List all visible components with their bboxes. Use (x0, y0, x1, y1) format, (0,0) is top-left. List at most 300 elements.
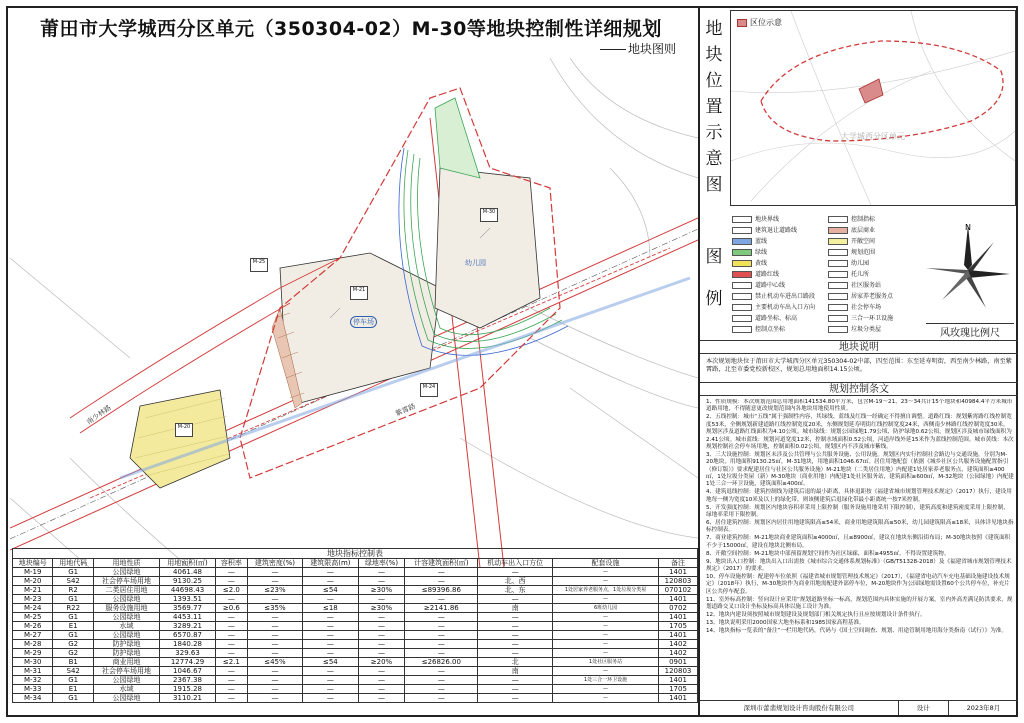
legend-item (828, 258, 920, 269)
table-cell: — (358, 568, 405, 577)
legend-item (732, 236, 824, 247)
legend-label: 控制指标 (851, 216, 876, 223)
table-cell: — (215, 694, 247, 703)
table-cell: ≥30% (358, 586, 405, 595)
table-cell: — (303, 694, 359, 703)
table-row (13, 613, 698, 622)
table-cell: — (405, 676, 478, 685)
table-cell: 防护绿地 (93, 640, 159, 649)
table-cell: 1处居家养老服务点，1处垃圾分类屋 (553, 586, 659, 595)
table-cell: 防护绿地 (93, 649, 159, 658)
legend-swatch (828, 216, 848, 223)
table-cell: B1 (53, 658, 93, 667)
legend-item (828, 269, 920, 280)
table-cell: — (553, 667, 659, 676)
location-map-svg (731, 11, 1015, 205)
table-cell: — (358, 577, 405, 586)
table-cell: 3289.21 (160, 622, 216, 631)
table-cell: — (215, 613, 247, 622)
table-cell: M-19 (13, 568, 53, 577)
table-cell: M-21 (13, 586, 53, 595)
table-cell: — (553, 694, 659, 703)
road-label-south: 紫霄路 (394, 402, 417, 418)
location-swatch (737, 19, 747, 27)
legend-label: 幼儿园 (851, 260, 870, 267)
table-cell: R22 (53, 604, 93, 613)
table-cell: 1401 (659, 613, 698, 622)
col-far: 容积率 (215, 559, 247, 568)
table-cell: — (303, 649, 359, 658)
title-block (700, 700, 1018, 715)
table-cell: 4453.11 (160, 613, 216, 622)
table-cell: — (247, 640, 302, 649)
col-remark: 备注 (659, 559, 698, 568)
legend-item (828, 291, 920, 302)
table-cell: — (553, 640, 659, 649)
legend-item (732, 247, 824, 258)
table-cell: — (358, 676, 405, 685)
table-cell: M-23 (13, 595, 53, 604)
legend-label: 开敞空间 (851, 238, 876, 245)
table-row (13, 694, 698, 703)
table-cell: — (405, 622, 478, 631)
footer-role: 设计 (899, 701, 949, 715)
table-cell: — (215, 667, 247, 676)
table-cell: G1 (53, 595, 93, 604)
legend-label: 居家养老服务点 (851, 293, 894, 300)
legend-label: 道路坐标、标高 (755, 315, 798, 322)
table-cell: — (553, 613, 659, 622)
legend-label: 规划范围 (851, 249, 876, 256)
table-cell: 1401 (659, 694, 698, 703)
legend-item (732, 313, 824, 324)
table-cell: 9130.25 (160, 577, 216, 586)
table-cell: — (478, 631, 553, 640)
table-row (13, 658, 698, 667)
table-cell: ≥20% (358, 658, 405, 667)
table-cell: 12774.29 (160, 658, 216, 667)
legend-swatch (828, 249, 848, 256)
indicator-table (12, 548, 698, 716)
table-cell: — (358, 640, 405, 649)
table-cell: ≤2.0 (215, 586, 247, 595)
table-cell: ≤23% (247, 586, 302, 595)
table-cell: — (358, 631, 405, 640)
table-cell: — (215, 676, 247, 685)
table-cell: G1 (53, 676, 93, 685)
table-cell: ≥2141.86 (405, 604, 478, 613)
legend-item (732, 302, 824, 313)
table-cell: 1705 (659, 622, 698, 631)
table-cell: ≥30% (358, 604, 405, 613)
table-cell: M-33 (13, 685, 53, 694)
table-cell: — (303, 640, 359, 649)
plot-tag-m21[interactable]: M-21 (350, 286, 368, 300)
table-cell: — (405, 577, 478, 586)
table-cell: 0702 (659, 604, 698, 613)
col-gfa: 计容建筑面积(㎡) (405, 559, 478, 568)
table-row (13, 631, 698, 640)
legend-swatch (828, 271, 848, 278)
table-cell: — (215, 595, 247, 604)
table-cell: — (247, 694, 302, 703)
table-cell: M-20 (13, 577, 53, 586)
table-cell: 1402 (659, 649, 698, 658)
legend-panel (732, 214, 918, 340)
table-cell: — (405, 667, 478, 676)
legend-swatch (828, 293, 848, 300)
table-cell: — (553, 577, 659, 586)
legend-label: 道路红线 (755, 271, 780, 278)
road-label-west: 南少林路 (85, 403, 113, 427)
table-cell: — (358, 694, 405, 703)
table-cell: M-34 (13, 694, 53, 703)
plot-tag-m20[interactable]: M-20 (175, 423, 193, 437)
table-cell: — (405, 649, 478, 658)
table-cell: 公园绿地 (93, 676, 159, 685)
table-row (13, 649, 698, 658)
table-cell: 1402 (659, 640, 698, 649)
table-cell: 北、西 (478, 577, 553, 586)
table-cell: 二类居住用地 (93, 586, 159, 595)
table-cell: ≤26826.00 (405, 658, 478, 667)
col-area: 用地面积(㎡) (160, 559, 216, 568)
table-cell: — (405, 595, 478, 604)
svg-text:N: N (965, 223, 971, 232)
table-cell: 3110.21 (160, 694, 216, 703)
legend-label: 三合一环卫设施 (851, 315, 894, 322)
table-row (13, 622, 698, 631)
table-cell: — (553, 622, 659, 631)
control-clause: 14、地块指标一览表的“备注”一栏用地代码，代码与《国土空间调查、规划、用途管制用地用海分类指南（试行）》为准。 (706, 627, 1007, 634)
table-cell: G2 (53, 649, 93, 658)
legend-label: 托儿所 (851, 271, 870, 278)
table-cell: — (247, 685, 302, 694)
col-land-code: 用地代码 (53, 559, 93, 568)
legend-item (732, 258, 824, 269)
table-cell: — (478, 640, 553, 649)
table-cell: R2 (53, 586, 93, 595)
table-cell: 6班幼儿园 (553, 604, 659, 613)
table-cell: S42 (53, 667, 93, 676)
legend-item (732, 214, 824, 225)
table-cell: 1840.28 (160, 640, 216, 649)
table-cell: G2 (53, 640, 93, 649)
table-cell: — (553, 568, 659, 577)
legend-item (828, 280, 920, 291)
legend-item (732, 324, 824, 335)
legend-swatch (732, 326, 752, 333)
legend-item (732, 280, 824, 291)
table-cell: — (478, 622, 553, 631)
table-cell: — (247, 667, 302, 676)
location-map[interactable] (730, 10, 1016, 206)
table-cell: — (553, 649, 659, 658)
table-cell: 社会停车场用地 (93, 667, 159, 676)
table-cell: 0901 (659, 658, 698, 667)
table-cell: 4061.48 (160, 568, 216, 577)
col-height: 建筑限高(m) (303, 559, 359, 568)
table-cell: — (247, 577, 302, 586)
table-cell: M-29 (13, 649, 53, 658)
table-cell: — (303, 676, 359, 685)
description-heading: 地块说明 (700, 340, 1018, 354)
plot-tag-m30[interactable]: M-30 (480, 208, 498, 222)
table-cell: 1705 (659, 685, 698, 694)
wind-rose-label: 风玫瑰比例尺 (926, 323, 1014, 339)
table-cell: S42 (53, 577, 93, 586)
table-cell: G1 (53, 613, 93, 622)
legend-item (828, 236, 920, 247)
table-cell: — (303, 577, 359, 586)
table-cell: 北、东 (478, 586, 553, 595)
legend-swatch (828, 238, 848, 245)
table-cell: — (405, 568, 478, 577)
table-cell: 1915.28 (160, 685, 216, 694)
town-label: 大学城西分区单元 (841, 132, 905, 141)
table-cell: — (553, 595, 659, 604)
legend-label: 社区服务站 (851, 282, 882, 289)
table-cell: 1处三合一环卫设施 (553, 676, 659, 685)
legend-swatch (732, 216, 752, 223)
control-clause: 4、建筑退线控制：建筑控制线为建筑后退的最小距离，具体退距按《福建省城市规划管理技术规定》（2017）执行，建设用地每一侧为宽度10米及以上的绿化带，则该侧建筑后退绿化带最小距离统一按7米控制。 (706, 489, 1012, 503)
table-cell: 南 (478, 604, 553, 613)
table-cell: G1 (53, 568, 93, 577)
legend-item (732, 225, 824, 236)
legend-swatch (732, 260, 752, 267)
legend-swatch (732, 271, 752, 278)
table-cell: — (215, 577, 247, 586)
table-cell: — (303, 631, 359, 640)
col-facilities: 配套设施 (553, 559, 659, 568)
table-row (13, 577, 698, 586)
legend-column-left (732, 214, 824, 335)
legend-column-right (828, 214, 920, 335)
table-row (13, 586, 698, 595)
col-land-use: 用地性质 (93, 559, 159, 568)
table-cell: M-24 (13, 604, 53, 613)
table-cell: ≤54 (303, 658, 359, 667)
table-cell: 1401 (659, 631, 698, 640)
legend-label: 绿线 (755, 249, 768, 256)
table-cell: — (358, 685, 405, 694)
table-cell: — (215, 622, 247, 631)
table-cell: — (303, 595, 359, 604)
legend-label: 蓝线 (755, 238, 768, 245)
table-cell: 社会停车场用地 (93, 577, 159, 586)
right-panel (698, 6, 1018, 717)
legend-swatch (732, 293, 752, 300)
plan-map[interactable] (10, 58, 698, 568)
table-cell: — (358, 613, 405, 622)
control-heading: 规划控制条文 (700, 382, 1018, 396)
table-cell: ≤18 (303, 604, 359, 613)
table-cell: 公园绿地 (93, 694, 159, 703)
legend-label: 主要机动车出入口方向 (755, 304, 816, 311)
kindergarten-tag: 幼儿园 (465, 259, 486, 267)
table-cell: 南 (478, 667, 553, 676)
legend-swatch (828, 326, 848, 333)
table-cell: — (358, 667, 405, 676)
table-cell: — (553, 631, 659, 640)
table-cell: 3569.77 (160, 604, 216, 613)
table-cell: — (358, 649, 405, 658)
table-cell: 1401 (659, 676, 698, 685)
table-cell: M-32 (13, 676, 53, 685)
table-cell: ≤54 (303, 586, 359, 595)
location-legend (737, 17, 782, 28)
legend-swatch (828, 304, 848, 311)
footer-date: 2023年8月 (966, 704, 1001, 712)
table-cell: E1 (53, 622, 93, 631)
table-cell: — (247, 613, 302, 622)
table-cell: G1 (53, 631, 93, 640)
table-cell: M-30 (13, 658, 53, 667)
plot-tag-m24[interactable]: M-24 (420, 383, 438, 397)
legend-label: 社会停车场 (851, 304, 882, 311)
table-cell: 公园绿地 (93, 613, 159, 622)
legend-label: 地块界线 (755, 216, 780, 223)
table-cell: 44698.43 (160, 586, 216, 595)
table-cell: — (478, 676, 553, 685)
table-cell: M-27 (13, 631, 53, 640)
table-row (13, 595, 698, 604)
table-cell: 1046.67 (160, 667, 216, 676)
legend-swatch (828, 227, 848, 234)
table-cell: ≤89396.86 (405, 586, 478, 595)
table-header-row (13, 559, 698, 568)
table-cell: 2367.38 (160, 676, 216, 685)
location-legend-label: 区位示意 (750, 18, 782, 27)
col-green: 绿地率(%) (358, 559, 405, 568)
legend-swatch (828, 282, 848, 289)
table-cell: 6570.87 (160, 631, 216, 640)
table-cell: 水域 (93, 685, 159, 694)
table-cell: ≤2.1 (215, 658, 247, 667)
table-cell: — (303, 685, 359, 694)
table-cell: 服务设施用地 (93, 604, 159, 613)
table-cell: — (215, 568, 247, 577)
wind-rose-svg (922, 220, 1014, 320)
control-clause: 1、性质规模：本次规划范围总用地面积141534.80平方米，包含M-19～21、23～34共计15个地块和40984.4平方米城市道路用地，不得随意更改规划范围内各地块用地使用性质。 (706, 399, 1013, 413)
table-cell: 1处社区服务站 (553, 658, 659, 667)
table-cell: — (303, 613, 359, 622)
control-clause: 12、地块内建设须按照城市规划建设及规划部门相关规定执行且应按规划设计条件执行。 (706, 611, 926, 618)
table-cell: E1 (53, 685, 93, 694)
table-cell: M-26 (13, 622, 53, 631)
plot-tag-m25[interactable]: M-25 (250, 258, 268, 272)
legend-swatch (732, 238, 752, 245)
table-cell: — (215, 631, 247, 640)
control-clause: 13、地块说明采用2000国家大地坐标系和1985国家高程基准。 (706, 619, 865, 626)
location-heading: 地块位置示意图 (705, 19, 723, 195)
table-row (13, 685, 698, 694)
control-clause: 8、开敞空间控制：M-21地块中部预留规划空间作为社区绿廊，面积≥4955㎡，不得设置建筑物。 (706, 550, 950, 557)
legend-swatch (732, 282, 752, 289)
table-cell: 公园绿地 (93, 595, 159, 604)
legend-swatch (732, 304, 752, 311)
table-cell: — (247, 595, 302, 604)
table-cell: 北 (478, 658, 553, 667)
control-clause: 3、三大设施控制：规划区未涉及公共管理与公共服务设施、公用设施。规划区内实行控制社会路边与交通设施，分别为M-20地块，用地面积9130.25㎡，M-31地块，用地面积1046.67㎡。居住用地配套（依据《城乡社区公共服务设施配置指引（修订版）》要求配建居住与社区公共服务设施）M-21地块（二类居住用地）内配建1处居家养老服务点，建筑面积≥400㎡，1处垃圾分类屋（新）M-30地块（商业用地）内配建1处社区服务站，建筑面积≥600㎡，M-32地块（公园绿地）内配建1处三合一环卫设施，建筑面积≥400㎡。 (706, 451, 1014, 488)
table-body (13, 568, 698, 703)
description-text: 本次规划地块位于莆田市大学城西分区单元350304-02中部，四至范围：东至延寿明街，西至南少林路，南至紫霄路，北至市委党校新校区，规划总用地面积14.15公顷。 (706, 358, 1012, 373)
table-cell: 公园绿地 (93, 631, 159, 640)
table-cell: — (358, 595, 405, 604)
legend-item (732, 291, 824, 302)
table-cell: — (405, 694, 478, 703)
table-row (13, 568, 698, 577)
table-cell: — (247, 568, 302, 577)
table-cell: M-28 (13, 640, 53, 649)
table-row (13, 640, 698, 649)
table-cell: 1401 (659, 595, 698, 604)
footer-org: 深圳市蕾翡规划设计咨询股份有限公司 (700, 701, 899, 715)
legend-label: 道路中心线 (755, 282, 786, 289)
legend-label: 底层商业 (851, 227, 876, 234)
legend-label: 控制点坐标 (755, 326, 786, 333)
table-cell: — (405, 613, 478, 622)
col-plot-no: 地块编号 (13, 559, 53, 568)
table-cell: M-25 (13, 613, 53, 622)
table-cell: — (405, 685, 478, 694)
legend-label: 黄线 (755, 260, 768, 267)
legend-swatch (828, 260, 848, 267)
table-caption: 地块指标控制表 (12, 548, 698, 558)
table-cell: — (215, 640, 247, 649)
plan-map-svg (10, 58, 698, 568)
table-cell: — (478, 685, 553, 694)
table-cell: — (478, 613, 553, 622)
table-cell: — (247, 631, 302, 640)
table-cell: 120803 (659, 577, 698, 586)
table-cell: — (405, 640, 478, 649)
legend-label: 禁止机动车进出口路段 (755, 293, 816, 300)
legend-heading: 图例 (705, 247, 723, 309)
table-row (13, 604, 698, 613)
table-cell: — (247, 676, 302, 685)
legend-item (828, 324, 920, 335)
table-cell: 1401 (659, 568, 698, 577)
control-clauses (706, 399, 1014, 636)
table-cell: 070102 (659, 586, 698, 595)
legend-label: 建筑退让道路线 (755, 227, 798, 234)
control-clause: 7、商业建筑控制：M-21地块商业建筑面积≥4000㎡，且≤8900㎡，建议在地块东侧沿街布局；M-30地块按照《建筑面积不少于15000㎡，建设在地块北侧布局。 (706, 535, 1011, 549)
page-subtitle: 地块图则 (600, 40, 676, 57)
col-access: 机动车出入口方位 (478, 559, 553, 568)
control-clause: 6、居住建筑控制：规划区内居住用地建筑限高≤54米，商业用地建筑限高≤50米，幼儿园建筑限高≤18米，具体详见地块指标控制表。 (706, 520, 1014, 534)
table-cell: — (303, 568, 359, 577)
table-cell: ≤45% (247, 658, 302, 667)
table-cell: — (478, 694, 553, 703)
table-cell: ≤35% (247, 604, 302, 613)
park-label: 停车场 (350, 316, 377, 328)
control-clause: 10、停车设施控制：配建停车位依照《福建省城市规划管理技术规定》（2017），《福建省电动汽车充电基础设施建设技术规定》（2018年）执行，M-30地块作为商业用地需配建外部停车位，M-20地块作为公园绿地需设置60个公共停车位，补充片区公共停车配套。 (706, 573, 1010, 595)
legend-item (828, 313, 920, 324)
table-cell: — (478, 649, 553, 658)
control-clause: 11、室外标高控制：竖向设计应采用“规划道路坐标一标高，规划范围内具体实施的开展方案，室内外高差满足防洪要求，规划道路交叉口设计坐标及标高具体以施工设计为准。 (706, 596, 1013, 610)
table-cell: 商业用地 (93, 658, 159, 667)
table-cell: 329.63 (160, 649, 216, 658)
legend-item (828, 225, 920, 236)
col-density: 建筑密度(%) (247, 559, 302, 568)
table-cell: — (247, 649, 302, 658)
table-cell: — (358, 622, 405, 631)
table-cell: — (215, 685, 247, 694)
table-cell: 1393.51 (160, 595, 216, 604)
table-cell: — (303, 667, 359, 676)
table-cell: — (478, 595, 553, 604)
